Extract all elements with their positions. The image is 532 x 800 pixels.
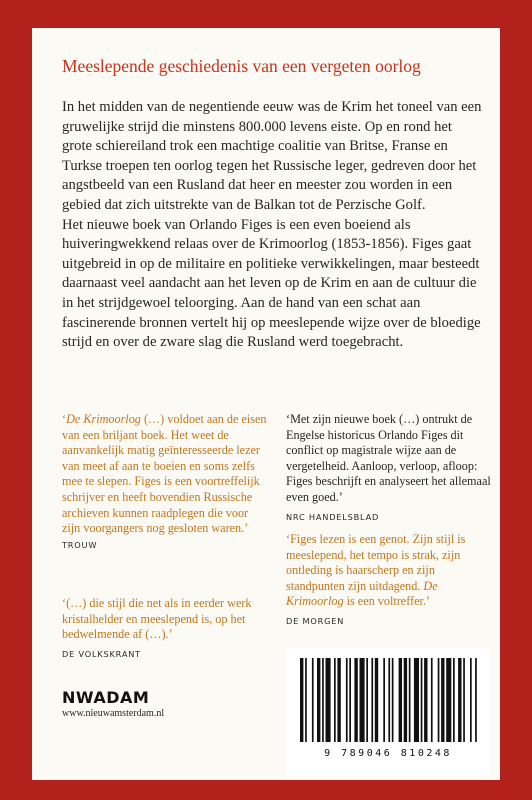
- quote-book-title: De Krimoorlog: [66, 412, 141, 426]
- barcode-bar: [334, 658, 336, 742]
- barcode-bar: [349, 658, 351, 742]
- quote-text-end: is een voltreffer.’: [343, 594, 430, 609]
- barcode-bar: [475, 658, 477, 742]
- back-cover-panel: [32, 28, 500, 780]
- barcode-bar: [470, 658, 472, 742]
- review-quote-morgen: [286, 532, 492, 630]
- barcode-bar: [399, 658, 402, 742]
- barcode-bar: [326, 658, 331, 742]
- barcode-bar: [360, 658, 365, 742]
- quote-source: DE MORGEN: [286, 615, 345, 626]
- quote-text: Figes lezen is een genot. Zijn stijl is meeslepend, het tempo is strak, zijn ontleding is haarscherp en zijn standpunten zijn uitdagend.: [286, 532, 466, 593]
- barcode-bar: [421, 658, 423, 742]
- barcode-bar: [371, 658, 373, 742]
- publisher-url: www.nieuwamsterdam.nl: [62, 708, 165, 719]
- barcode-bar: [453, 658, 455, 742]
- barcode-bar: [404, 658, 407, 742]
- review-quote-volkskrant: [62, 596, 272, 662]
- barcode-bar: [438, 658, 440, 742]
- blurb-paragraph-1: In het midden van de negentiende eeuw was de Krim het toneel van een gruwelijke strijd die minstens 800.000 levens eiste. Op en rond het grote schiereiland trok een machtige coalitie van Britse, Franse en Turkse troepen ten oorlog tegen het Russische leger, gedreven door het angstbeeld van een Rusland dat heer en meester zou worden in een gebied dat zich uitstrekte van de Balkan tot de Perzische Golf.: [62, 99, 482, 213]
- publisher-logo: NWADAM: [62, 688, 150, 707]
- barcode-bars: [292, 654, 484, 746]
- barcode-bar: [424, 658, 427, 742]
- cover-headline: Meeslepende geschiedenis van een vergeten oorlog: [62, 56, 421, 76]
- quote-text: (…) die stijl die net als in eerder werk kristalhelder en meeslepend is, op het bedwelmende af (…).’: [62, 596, 252, 642]
- quote-open-mark: ‘: [62, 596, 67, 610]
- barcode-bar: [383, 658, 385, 742]
- quote-book-title: De Krimoorlog: [286, 578, 438, 609]
- barcode-bar: [322, 658, 324, 742]
- barcode-bar: [409, 658, 411, 742]
- quote-source: DE VOLKSKRANT: [62, 648, 141, 659]
- barcode-bar: [354, 658, 357, 742]
- barcode-bar: [458, 658, 461, 742]
- barcode-bar: [312, 658, 314, 742]
- quote-open-mark: ‘: [286, 532, 291, 546]
- isbn-number: 9 789046 810248: [324, 748, 452, 759]
- barcode-bar: [317, 658, 320, 742]
- barcode-bar: [346, 658, 348, 742]
- barcode-bar: [392, 658, 394, 742]
- blurb-paragraph-2: Het nieuwe boek van Orlando Figes is een even boeiend als huiveringwekkend relaas over de Krimoorlog (1853-1856). Figes gaat uitgebreid in op de militaire en politieke verwikkelingen, maar besteedt daarnaast veel aandacht aan het leven op de Krim en aan de cultuur die in het strijdgewoel teloorging. Aan de hand van een schat aan fascinerende bronnen vertelt hij op meeslepende wijze over de bloedige strijd en over de zware slag die Rusland werd toegebracht.: [62, 216, 481, 351]
- barcode-bar: [414, 658, 419, 742]
- barcode-bar: [446, 658, 451, 742]
- barcode-bar: [337, 658, 340, 742]
- quote-source: NRC HANDELSBLAD: [286, 511, 380, 522]
- cover-blurb: [62, 98, 482, 353]
- barcode-bar: [375, 658, 378, 742]
- barcode-bar: [463, 658, 465, 742]
- barcode-bar: [305, 658, 307, 742]
- barcode-bar: [300, 658, 303, 742]
- quote-text: Met zijn nieuwe boek (…) ontrukt de Engelse historicus Orlando Figes dit conflict op magistrale wijze aan de vergetelheid. Aanloop, verloop, afloop: Figes beschrijft en analyseert het allemaal even goed.’: [286, 412, 491, 504]
- barcode-bar: [441, 658, 444, 742]
- quote-open-mark: ‘: [286, 412, 291, 426]
- barcode-bar: [388, 658, 390, 742]
- quote-source: TROUW: [62, 539, 98, 550]
- review-quote-nrc: [286, 412, 492, 525]
- isbn-barcode: [286, 648, 490, 776]
- review-quote-trouw: [62, 412, 268, 553]
- barcode-bar: [366, 658, 368, 742]
- barcode-bar: [431, 658, 433, 742]
- quote-text: (…) voldoet aan de eisen van een briljant boek. Het weet de aanvankelijk matig geïnteresseerde lezer van meet af aan te boeien en soms zelfs mee te slepen. Figes is een voortreffelijk schrijver en heeft bovendien Russische archieven kunnen raadplegen die voor zijn voorgangers nog gesloten waren.’: [62, 412, 267, 536]
- quote-open-mark: ‘: [62, 412, 67, 426]
